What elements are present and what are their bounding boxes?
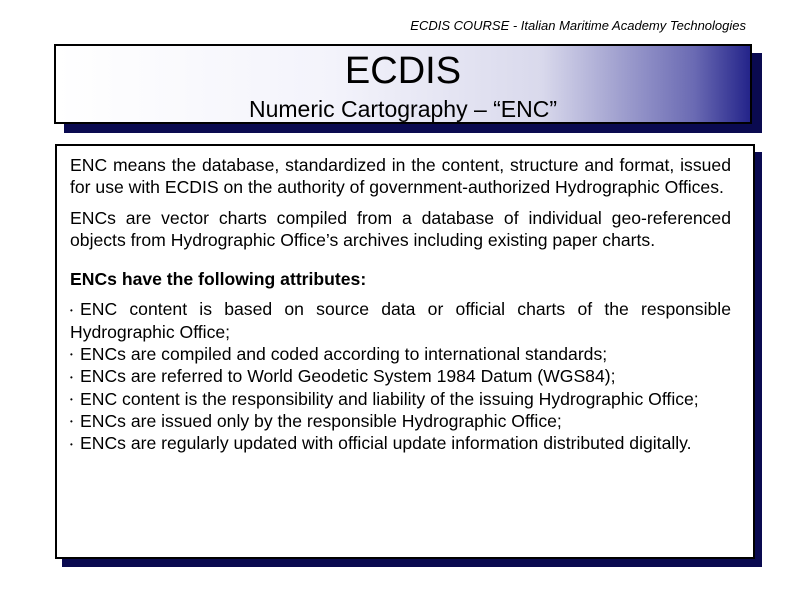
page-title: ECDIS (344, 50, 462, 92)
bullet-icon: • (70, 395, 73, 405)
list-item (70, 343, 731, 365)
attribute-text: ENCs are regularly updated with official update information distributed digitally. (80, 433, 692, 454)
attribute-text: ENCs are issued only by the responsible Hydrographic Office; (80, 410, 562, 431)
bullet-icon: • (70, 305, 73, 315)
list-item (70, 410, 731, 432)
course-header: ECDIS COURSE - Italian Maritime Academy Technologies (410, 18, 746, 33)
page-subtitle: Numeric Cartography – “ENC” (248, 96, 558, 122)
attribute-text: ENC content is based on source data or official charts of the responsible Hydrographic Office; (70, 299, 731, 342)
description-paragraph: ENCs are vector charts compiled from a database of individual geo-referenced objects from Hydrographic Office’s archives including existing paper charts. (70, 207, 731, 250)
list-item (70, 388, 731, 410)
attribute-text: ENC content is the responsibility and liability of the issuing Hydrographic Office; (80, 388, 699, 409)
bullet-icon: • (70, 417, 73, 427)
list-item (70, 298, 731, 343)
attribute-text: ENCs are compiled and coded according to international standards; (80, 344, 608, 365)
attributes-heading: ENCs have the following attributes: (70, 269, 367, 290)
list-item (70, 365, 731, 387)
attribute-text: ENCs are referred to World Geodetic System 1984 Datum (WGS84); (80, 366, 616, 387)
definition-paragraph: ENC means the database, standardized in the content, structure and format, issued for use with ECDIS on the authority of government-authorized Hydrographic Offices. (70, 155, 731, 198)
bullet-icon: • (70, 439, 73, 449)
list-item (70, 432, 731, 454)
attributes-list (70, 298, 731, 454)
title-box (54, 44, 752, 124)
bullet-icon: • (70, 372, 73, 382)
bullet-icon: • (70, 350, 73, 360)
content-box (55, 144, 755, 559)
